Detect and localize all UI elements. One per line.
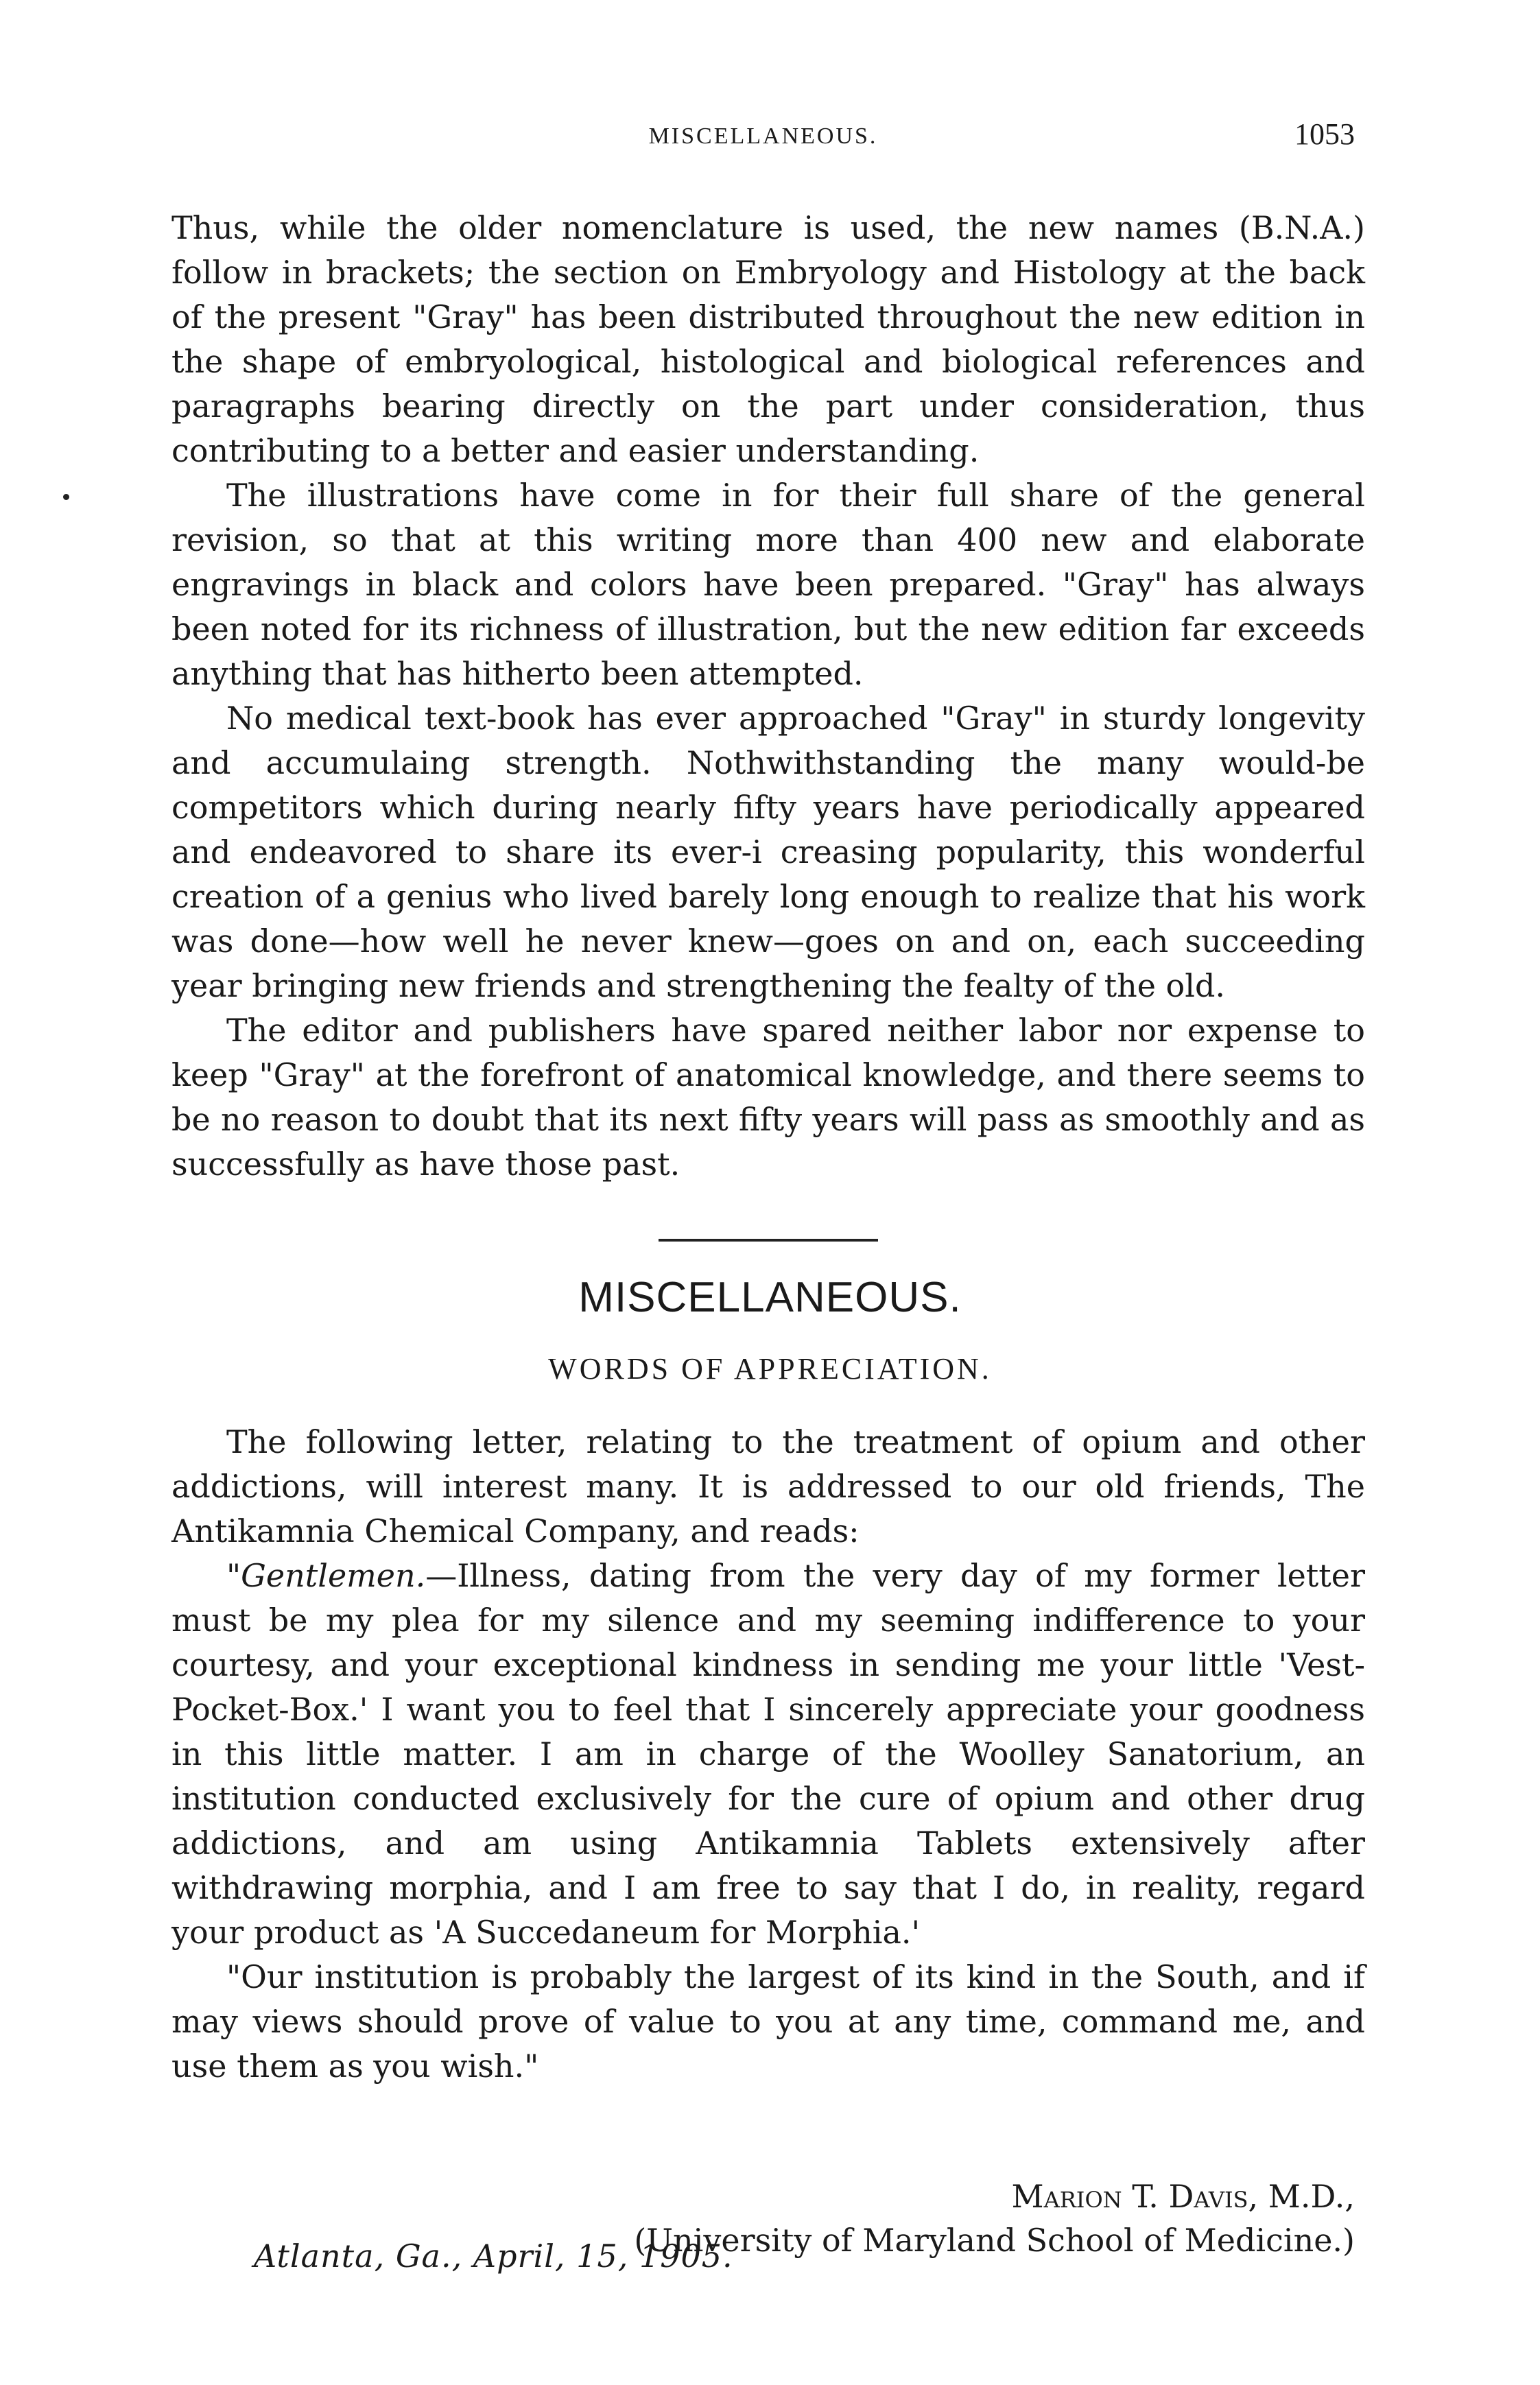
paragraph: The illustrations have come in for their full share of the general revision, so that at this writing more than 400 new and elaborate engravings in black and colors have been prepared. "Gray" has always been noted for its richness of illustration, but the new edition far exceeds anything that has hitherto been attempted.	[171, 477, 1365, 692]
letter-paragraph	[171, 1554, 1365, 1955]
page-header	[171, 110, 1355, 165]
subsection-title: WORDS OF APPRECIATION.	[548, 1352, 992, 1386]
signature-block	[634, 2174, 1355, 2262]
article-continuation	[171, 206, 1365, 1187]
intro-paragraph: The following letter, relating to the treatment of opium and other addictions, will interest many. It is addressed to our old friends, The Antikamnia Chemical Company, and reads:	[171, 1423, 1365, 1550]
signature-name: Marion T. Davis, M.D.,	[1011, 2178, 1355, 2215]
running-head: MISCELLANEOUS.	[648, 123, 878, 149]
page-number: 1053	[1294, 117, 1355, 151]
signature-affiliation: (University of Maryland School of Medicine.)	[634, 2222, 1355, 2259]
letter-paragraph: "Our institution is probably the largest of its kind in the South, and if may views should prove of value to you at any time, command me, and use them as you wish."	[171, 1958, 1365, 2085]
paragraph: No medical text-book has ever approached "Gray" in sturdy longevity and accumulaing strength. Nothwithstanding the many would-be competitors which during nearly fifty years have periodically appeared and endeavored to share its ever-i creasing popularity, this wonderful creation of a genius who lived barely long enough to realize that his work was done—how well he never knew—goes on and on, each succeeding year bringing new friends and strengthening the fealty of the old.	[171, 700, 1365, 1004]
dateline: Atlanta, Ga., April, 15, 1905.	[254, 2238, 733, 2275]
paragraph: The editor and publishers have spared neither labor nor expense to keep "Gray" at the forefront of anatomical knowledge, and there seems to be no reason to doubt that its next fifty years will pass as smoothly and as successfully as have those past.	[171, 1012, 1365, 1183]
letter-salutation: "Gentlemen.	[226, 1557, 426, 1594]
letter-section	[171, 1420, 1365, 2089]
section-divider	[659, 1239, 878, 1242]
margin-mark	[63, 494, 69, 500]
paragraph: Thus, while the older nomenclature is used, the new names (B.N.A.) follow in brackets; the section on Embryology and Histology at the back of the present "Gray" has been distributed throughout the new edition in the shape of embryological, histological and biological references and paragraphs bearing directly on the part under consideration, thus contributing to a better and easier understanding.	[171, 209, 1365, 469]
letter-body: —Illness, dating from the very day of my former letter must be my plea for my silence and my seeming indifference to your courtesy, and your exceptional kindness in sending me your little 'Vest-Pocket-Box.' I want you to feel that I sincerely appreciate your goodness in this little matter. I am in charge of the Woolley Sanatorium, an institution conducted exclusively for the cure of opium and other drug addictions, and am using Antikamnia Tablets extensively after withdrawing morphia, and I am free to say that I do, in reality, regard your product as 'A Succedaneum for Morphia.'	[171, 1557, 1365, 1951]
section-title: MISCELLANEOUS.	[578, 1274, 962, 1321]
